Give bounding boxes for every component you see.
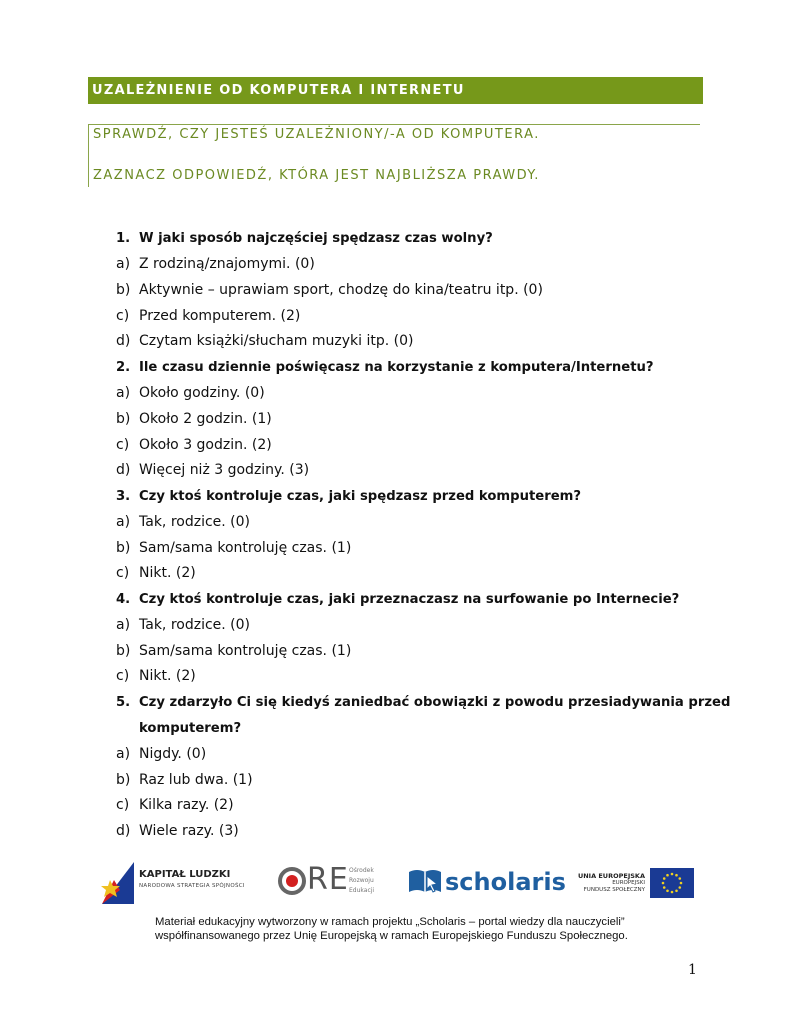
ue-logo-text: UNIA EUROPEJSKA EUROPEJSKI FUNDUSZ SPOŁECZNY (577, 872, 645, 893)
eu-star (680, 882, 683, 885)
question-4: 4. Czy ktoś kontroluje czas, jaki przeznaczasz na surfowanie po Internecie? (116, 592, 680, 607)
question-2-option-b[interactable]: b) Około 2 godzin. (1) (116, 411, 272, 427)
question-5-option-c[interactable]: c) Kilka razy. (2) (116, 797, 234, 813)
question-1-option-c[interactable]: c) Przed komputerem. (2) (116, 308, 301, 324)
intro-line-check: SPRAWDŹ, CZY JESTEŚ UZALEŻNIONY/-A OD KOMPUTERA. (93, 127, 540, 142)
question-2-option-c[interactable]: c) Około 3 godzin. (2) (116, 437, 272, 453)
question-3: 3. Czy ktoś kontroluje czas, jaki spędzasz przed komputerem? (116, 489, 582, 504)
question-1-option-a[interactable]: a) Z rodziną/znajomymi. (0) (116, 256, 315, 272)
question-4-option-a[interactable]: a) Tak, rodzice. (0) (116, 617, 251, 633)
page-number: 1 (688, 962, 697, 978)
eu-star (663, 886, 666, 889)
intro-line-instruction: ZAZNACZ ODPOWIEDŹ, KTÓRA JEST NAJBLIŻSZA PRAWDY. (93, 168, 540, 183)
page-title: UZALEŻNIENIE OD KOMPUTERA I INTERNETU (92, 83, 465, 98)
question-3-option-c[interactable]: c) Nikt. (2) (116, 565, 196, 581)
eu-star (678, 886, 681, 889)
eu-star (675, 874, 678, 877)
eu-star (678, 877, 681, 880)
kapital-ludzki-sub: NARODOWA STRATEGIA SPÓJNOŚCI (139, 883, 245, 889)
question-5: 5. Czy zdarzyło Ci się kiedyś zaniedbać obowiązki z powodu przesiadywania przed (116, 695, 731, 710)
scholaris-logo-icon (407, 866, 443, 896)
footer-note (155, 915, 655, 943)
question-4-option-b[interactable]: b) Sam/sama kontroluję czas. (1) (116, 643, 352, 659)
eu-flag-icon (650, 868, 694, 898)
question-3-option-b[interactable]: b) Sam/sama kontroluję czas. (1) (116, 540, 352, 556)
eu-star (666, 874, 669, 877)
eu-star (663, 877, 666, 880)
eu-star (671, 873, 674, 876)
page-title-bar (88, 77, 703, 104)
question-5-option-a[interactable]: a) Nigdy. (0) (116, 746, 207, 762)
intro-box (88, 124, 700, 187)
kapital-ludzki-logo-icon (100, 860, 136, 906)
question-1-option-d[interactable]: d) Czytam książki/słucham muzyki itp. (0) (116, 333, 414, 349)
eu-star (671, 891, 674, 894)
question-3-option-a[interactable]: a) Tak, rodzice. (0) (116, 514, 251, 530)
question-5-option-d[interactable]: d) Wiele razy. (3) (116, 823, 239, 839)
eu-star (666, 889, 669, 892)
kapital-ludzki-name: KAPITAŁ LUDZKI (139, 869, 231, 880)
question-4-option-c[interactable]: c) Nikt. (2) (116, 668, 196, 684)
footer-line-1: Materiał edukacyjny wytworzony w ramach projektu „Scholaris – portal wiedzy dla nauczycieli” (155, 916, 625, 928)
ore-logo-icon (277, 866, 307, 896)
ore-logo-name: RE (307, 862, 349, 897)
scholaris-logo-name: scholaris (445, 868, 566, 896)
ore-logo-sub: Ośrodek Rozwoju Edukacji (349, 867, 375, 894)
question-2-option-d[interactable]: d) Więcej niż 3 godziny. (3) (116, 462, 310, 478)
eu-star (662, 882, 665, 885)
question-2: 2. Ile czasu dziennie poświęcasz na korzystanie z komputera/Internetu? (116, 360, 654, 375)
question-1: 1. W jaki sposób najczęściej spędzasz czas wolny? (116, 231, 493, 246)
eu-star (675, 889, 678, 892)
footer-line-2: współfinansowanego przez Unię Europejską w ramach Europejskiego Funduszu Społecznego. (155, 930, 628, 942)
question-5-option-b[interactable]: b) Raz lub dwa. (1) (116, 772, 253, 788)
question-1-option-b[interactable]: b) Aktywnie – uprawiam sport, chodzę do kina/teatru itp. (0) (116, 282, 543, 298)
question-2-option-a[interactable]: a) Około godziny. (0) (116, 385, 265, 401)
question-5-continued: komputerem? (139, 721, 242, 736)
sponsor-logos (95, 856, 700, 912)
